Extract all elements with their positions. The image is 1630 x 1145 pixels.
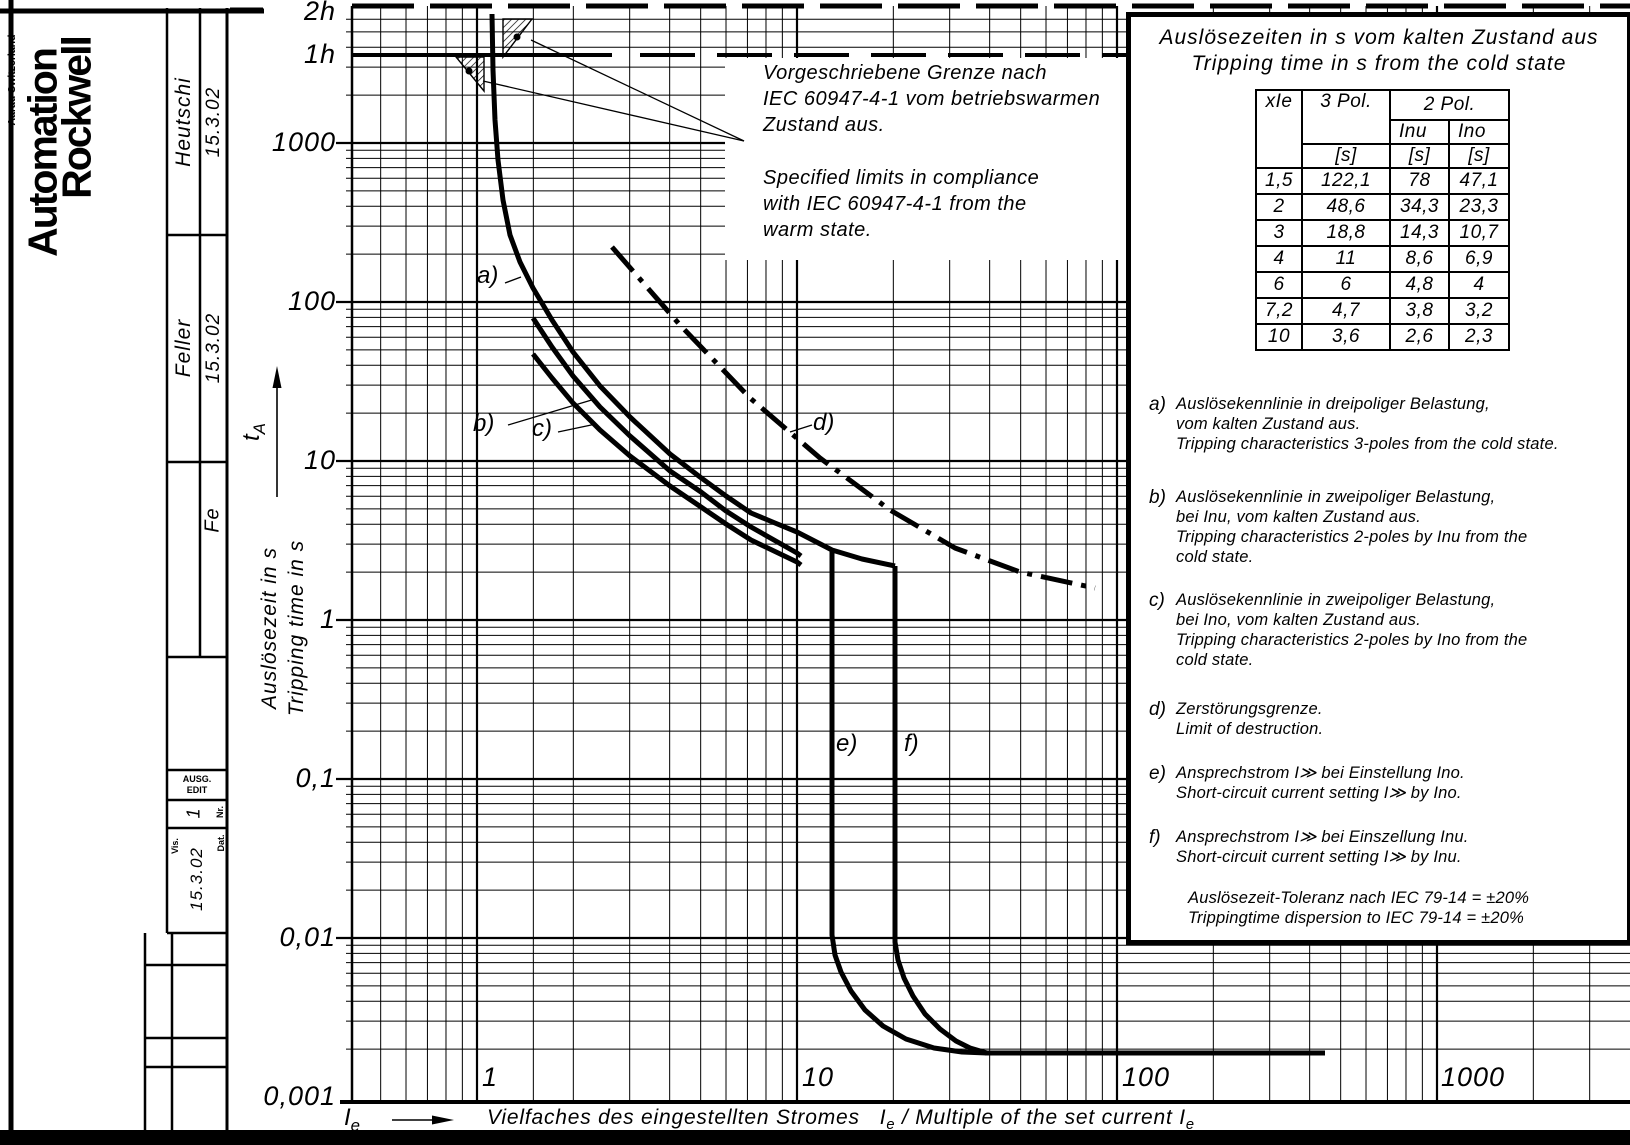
table-row <box>1256 246 1509 272</box>
titleblock-name-2: Feller <box>172 318 195 378</box>
legend-item-letter: f) <box>1149 827 1161 848</box>
curve-e-short-circuit-ino <box>832 550 987 1053</box>
note-de-line2: IEC 60947-4-1 vom betriebswarmen <box>763 88 1101 110</box>
legend-title-en: Tripping time in s from the cold state <box>1191 52 1567 75</box>
x-axis-arrowhead <box>432 1116 454 1125</box>
note-de-line1: Vorgeschriebene Grenze nach <box>763 62 1048 84</box>
table-cell: 6,9 <box>1449 246 1509 272</box>
legend-box <box>1126 12 1630 945</box>
legend-title-de: Auslösezeiten in s vom kalten Zustand aus <box>1159 26 1599 49</box>
x-tick-label: 1 <box>482 1062 499 1092</box>
table-cell: 14,3 <box>1390 220 1449 246</box>
leader-line <box>790 425 812 432</box>
ausg-label-line2: EDIT <box>186 785 208 795</box>
leader-line <box>531 40 744 141</box>
legend-item-line: Short-circuit current setting I≫ by Inu. <box>1176 848 1462 866</box>
table-unit: [s] <box>1390 144 1449 168</box>
legend-item-line: Trippingtime dispersion to IEC 79-14 = ±20% <box>1188 909 1525 927</box>
table-cell: 4 <box>1256 246 1302 272</box>
x-tick-label: 100 <box>1122 1062 1171 1092</box>
table-cell: 4,8 <box>1390 272 1449 298</box>
leader-line <box>505 277 521 283</box>
rockwell-logo-line1: Rockwell <box>53 37 100 199</box>
table-cell: 122,1 <box>1302 168 1390 194</box>
table-cell: 18,8 <box>1302 220 1390 246</box>
legend-item-letter: d) <box>1149 699 1166 720</box>
table-header-3pol: 3 Pol. <box>1302 90 1390 144</box>
y-tick-label: 0,01 <box>279 922 336 952</box>
table-header-ino: Ino <box>1449 120 1509 144</box>
legend-item-line: Tripping characteristics 2-poles by Ino from the <box>1176 631 1528 649</box>
note-en-line1: Specified limits in compliance <box>763 167 1040 189</box>
table-cell: 6 <box>1256 272 1302 298</box>
ausg-label-line1: AUSG. <box>182 774 212 784</box>
table-cell: 34,3 <box>1390 194 1449 220</box>
curve-d-destruction-limit <box>612 247 1095 588</box>
legend-item-line: cold state. <box>1176 651 1254 669</box>
table-cell: 78 <box>1390 168 1449 194</box>
ta-arrowhead <box>273 366 282 388</box>
table-header-xie: xIe <box>1256 90 1302 168</box>
curve-label-c: c) <box>532 415 552 442</box>
legend-item-letter: b) <box>1149 487 1166 508</box>
table-cell: 2,6 <box>1390 324 1449 350</box>
y-axis-symbol: $t_A$ <box>238 423 269 441</box>
table-row <box>1256 272 1509 298</box>
table-header-2pol: 2 Pol. <box>1390 90 1509 120</box>
curve-label-d: d) <box>813 409 835 436</box>
legend-item-line: bei Ino, vom kalten Zustand aus. <box>1176 611 1421 629</box>
table-cell: 3,2 <box>1449 298 1509 324</box>
titleblock-initials: Fe <box>201 507 224 533</box>
y-tick-label: 2h <box>303 0 336 26</box>
table-cell: 8,6 <box>1390 246 1449 272</box>
legend-item-letter: c) <box>1149 590 1165 611</box>
iec-warm-state-note <box>726 60 1128 243</box>
curve-label-a: a) <box>477 262 499 289</box>
legend-item-line: Tripping characteristics 3-poles from the cold state. <box>1176 435 1559 453</box>
legend-item-line: Auslösekennlinie in zweipoliger Belastung, <box>1176 488 1496 506</box>
x-axis-title: Vielfaches des eingestellten Stromes $I_e$ / Multiple of the set current $I_e$ <box>487 1106 1195 1134</box>
curve-label-f: f) <box>904 730 919 757</box>
y-tick-label: 0,001 <box>263 1081 336 1111</box>
y-tick-label: 1 <box>319 604 336 634</box>
table-cell: 3,6 <box>1302 324 1390 350</box>
curve-label-b: b) <box>473 410 495 437</box>
legend-item-line: Auslösekennlinie in zweipoliger Belastung, <box>1176 591 1496 609</box>
y-tick-label: 0,1 <box>295 763 336 793</box>
table-cell: 1,5 <box>1256 168 1302 194</box>
table-cell: 10 <box>1256 324 1302 350</box>
rockwell-logo-line2: Automation <box>19 49 66 257</box>
legend-title <box>1131 25 1627 77</box>
y-axis-title-de: Auslösezeit in s <box>258 547 281 709</box>
legend-item-line: Limit of destruction. <box>1176 720 1324 738</box>
legend-item-line: Zerstörungsgrenze. <box>1176 700 1323 718</box>
legend-item-line: Tripping characteristics 2-poles by Inu from the <box>1176 528 1528 546</box>
legend-item-line: Ansprechstrom I≫ bei Einszellung Inu. <box>1176 828 1469 846</box>
table-cell: 3,8 <box>1390 298 1449 324</box>
note-de-line3: Zustand aus. <box>763 114 885 136</box>
iec-limit-dot <box>466 68 473 75</box>
y-tick-label: 1h <box>303 39 336 69</box>
table-cell: 3 <box>1256 220 1302 246</box>
table-row <box>1256 220 1509 246</box>
curve-label-e: e) <box>836 730 858 757</box>
logo-subtitle: Aarau Switzerland <box>6 34 18 126</box>
dat-label: Dat. <box>216 834 226 852</box>
legend-item-line: Ansprechstrom I≫ bei Einstellung Ino. <box>1176 764 1465 782</box>
nr-label: Nr. <box>215 805 225 819</box>
vis-label: Vis. <box>170 838 180 854</box>
iec-limit-dot <box>514 34 521 41</box>
legend-item-line: Short-circuit current setting I≫ by Ino. <box>1176 784 1462 802</box>
table-cell: 23,3 <box>1449 194 1509 220</box>
table-cell: 6 <box>1302 272 1390 298</box>
titleblock-name-1: Heutschi <box>172 77 195 167</box>
x-tick-label: 1000 <box>1441 1062 1506 1092</box>
dat-value: 15.3.02 <box>187 847 206 911</box>
note-en-line2: with IEC 60947-4-1 from the <box>763 193 1027 215</box>
legend-item-letter: a) <box>1149 394 1166 415</box>
table-cell: 47,1 <box>1449 168 1509 194</box>
y-tick-label: 100 <box>287 286 336 316</box>
y-tick-label: 1000 <box>271 127 336 157</box>
leader-line <box>558 424 596 432</box>
table-header-inu: Inu <box>1390 120 1449 144</box>
titleblock-date-2: 15.3.02 <box>203 312 224 384</box>
legend-item-line: vom kalten Zustand aus. <box>1176 415 1361 433</box>
table-cell: 11 <box>1302 246 1390 272</box>
legend-item-line: cold state. <box>1176 548 1254 566</box>
table-cell: 2 <box>1256 194 1302 220</box>
table-unit: [s] <box>1302 144 1390 168</box>
legend-item-line: bei Inu, vom kalten Zustand aus. <box>1176 508 1421 526</box>
legend-item-letter: e) <box>1149 763 1166 784</box>
x-axis-symbol: $I_e$ <box>344 1104 361 1135</box>
leader-line <box>483 81 744 141</box>
table-row <box>1256 324 1509 350</box>
x-tick-label: 10 <box>802 1062 835 1092</box>
table-cell: 10,7 <box>1449 220 1509 246</box>
legend-item-line: Auslösezeit-Toleranz nach IEC 79-14 = ±20% <box>1188 889 1530 907</box>
table-cell: 4,7 <box>1302 298 1390 324</box>
titleblock-date-1: 15.3.02 <box>203 86 224 158</box>
nr-value: 1 <box>183 807 204 819</box>
y-tick-label: 10 <box>303 445 336 475</box>
table-row <box>1256 298 1509 324</box>
table-cell: 2,3 <box>1449 324 1509 350</box>
legend-item-line: Auslösekennlinie in dreipoliger Belastung, <box>1176 395 1490 413</box>
table-cell: 48,6 <box>1302 194 1390 220</box>
table-row <box>1256 194 1509 220</box>
table-unit: [s] <box>1449 144 1509 168</box>
y-axis-title-en: Tripping time in s <box>285 539 308 717</box>
table-cell: 4 <box>1449 272 1509 298</box>
table-row <box>1256 168 1509 194</box>
note-en-line3: warm state. <box>763 219 872 241</box>
table-cell: 7,2 <box>1256 298 1302 324</box>
tripping-time-table <box>1255 89 1510 351</box>
curve-f-short-circuit-inu <box>895 566 987 1053</box>
